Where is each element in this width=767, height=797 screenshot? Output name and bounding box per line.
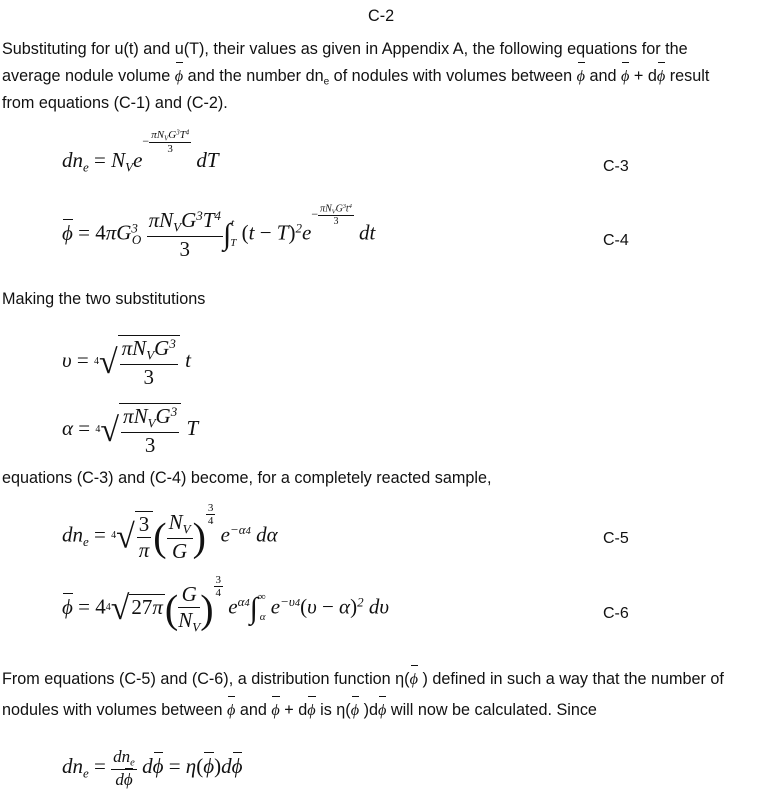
intro-line-1: Substituting for u(t) and u(T), their values as given in Appendix A, the following equations for the xyxy=(2,40,688,58)
intro-line-2: average nodule volume ϕ and the number $dn_e$ of nodules with volumes between ϕ and ϕ + dϕ result xyxy=(2,64,709,95)
phi-bar: ϕ xyxy=(577,64,585,89)
phi-bar: ϕ xyxy=(307,698,315,723)
equation-c4: $\phi = 4\pi G^3_O$ $\frac{\pi N_VG^3T^4}{3}$ ∫$^t_T$ $(t - T)^2e^{- \frac{\pi N_VG^3t^4}{3}}$ dt xyxy=(62,202,376,261)
page-number: C-2 xyxy=(368,7,395,25)
become-text: equations (C-3) and (C-4) become, for a completely reacted sample, xyxy=(2,469,492,487)
equation-label-c4: C-4 xyxy=(603,232,629,249)
equation-c6: ϕ = 44√27π( $\frac{G}{N_V}$ ) $\frac{3}{4}$ $e^{\alpha 4}\int^\infty_\alpha$ $e^{-\upsilon 4}(\upsilon - \alpha)^2$ dυ xyxy=(62,574,389,635)
equation-final: $dn_e$ = $\frac{dn_e}{d\phi}$ dϕ = η(ϕ)dϕ xyxy=(62,747,243,789)
phi-bar: ϕ xyxy=(351,698,359,723)
substitution-upsilon: υ = 4√ $\frac{\pi N_VG^3}{3}$ t xyxy=(62,336,191,389)
phi-bar: ϕ xyxy=(271,698,279,723)
phi-bar: ϕ xyxy=(410,667,418,692)
phi-bar: ϕ xyxy=(657,64,665,89)
phi-bar: ϕ xyxy=(227,698,235,723)
equation-c3: $dn_e = N_Ve^{- \frac{\pi N_VG^3T^4}{3}}$ dT xyxy=(62,129,219,175)
substitution-alpha: α = 4√ $\frac{\pi N_VG^3}{3}$ T xyxy=(62,404,199,457)
equation-label-c5: C-5 xyxy=(603,530,629,547)
substitutions-text: Making the two substitutions xyxy=(2,290,206,308)
equation-label-c6: C-6 xyxy=(603,605,629,622)
equation-c5: $dn_e = 4√$ $\frac{3}{\pi}$ ( $\frac{N_V}{G}$ ) $\frac{3}{4}$ $e^{-\alpha 4}$ dα xyxy=(62,502,278,563)
para2-line-1: From equations (C-5) and (C-6), a distribution function η(ϕ ) defined in such a way that the number of xyxy=(2,667,724,692)
equation-label-c3: C-3 xyxy=(603,158,629,175)
para2-line-2: nodules with volumes between ϕ and ϕ + dϕ is η(ϕ )dϕ will now be calculated. Since xyxy=(2,698,597,723)
phi-bar: ϕ xyxy=(175,64,183,89)
phi-bar: ϕ xyxy=(378,698,386,723)
intro-line-3: from equations (C-1) and (C-2). xyxy=(2,94,228,112)
phi-bar: ϕ xyxy=(621,64,629,89)
